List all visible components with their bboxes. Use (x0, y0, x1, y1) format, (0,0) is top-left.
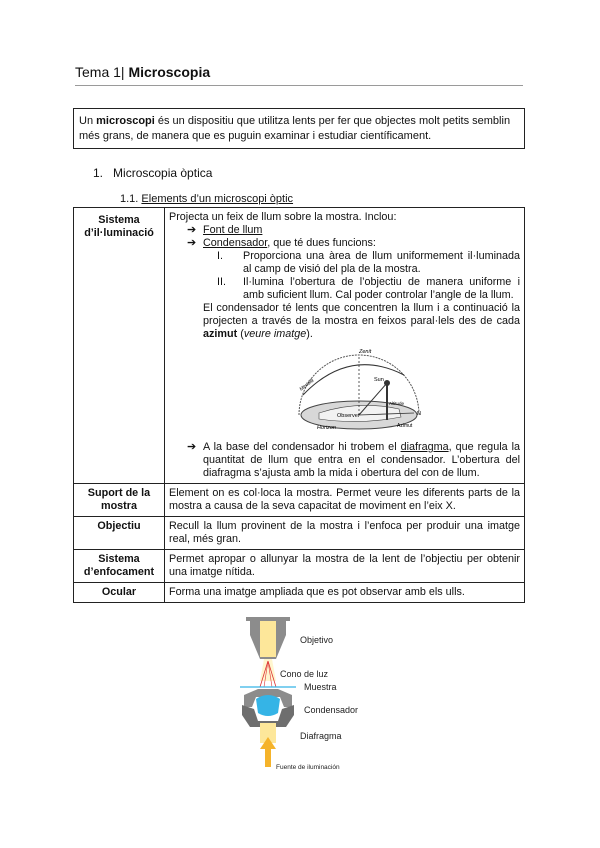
objective-top (246, 617, 290, 621)
label-objetivo: Objetivo (300, 635, 334, 645)
diagram-label: Meridià (298, 377, 316, 393)
section-title: Microscopia òptica (113, 166, 213, 180)
intro-pre: Un (79, 115, 97, 127)
note-bold: azimut (203, 328, 238, 340)
section-number: 1. (93, 166, 104, 180)
label-muestra: Muestra (304, 682, 337, 692)
function-text: Il·lumina l’obertura de l’objectiu de manera uniforme i amb suficient llum. Cal poder controlar l’angle de la llum. (243, 276, 520, 301)
note-italic: veure imatge (243, 328, 307, 340)
diafragma-term: diafragma (400, 441, 449, 453)
subsection-heading (120, 193, 293, 205)
diagram-label: Zenit (359, 349, 372, 355)
intro-term: microscopi (96, 115, 155, 127)
description-cell: Element on es col·loca la mostra. Permet veure les diferents parts de la mostra a causa de la seva capacitat de moviment en l’eix X. (165, 484, 525, 517)
label-diafragma: Diafragma (300, 731, 342, 741)
condensador-suffix: , que té dues funcions: (267, 237, 376, 249)
item-condensador: Condensador (203, 237, 268, 249)
arrow-icon: ➔ (187, 441, 197, 453)
function-number: I. (217, 250, 223, 262)
condenser-note (169, 302, 520, 341)
term-cell: Sistema d’enfocament (74, 550, 165, 583)
description-cell (165, 208, 525, 484)
label-cono: Cono de luz (280, 669, 329, 679)
note-end: ). (306, 328, 313, 340)
term-cell: Suport de la mostra (74, 484, 165, 517)
section-heading (93, 166, 212, 180)
microscope-light-path-figure (236, 617, 376, 778)
row-intro: Projecta un feix de llum sobre la mostra. Inclou: (169, 211, 397, 223)
note-text: El condensador té lents que concentren la llum i a continuació la projecten a través de la mostra en feixos paral·lels des de cada (203, 302, 520, 327)
intro-box (73, 108, 525, 149)
objective-light (260, 621, 276, 657)
arrow-icon: ➔ (187, 224, 197, 236)
table-row (74, 550, 525, 583)
table-row (74, 517, 525, 550)
list-item (169, 224, 520, 237)
elements-table (73, 207, 525, 603)
function-text: Proporciona una àrea de llum uniformement il·luminada al camp de visió del pla de la mostra. (243, 250, 520, 275)
subsection-number: 1.1. (120, 193, 139, 205)
function-item (169, 276, 520, 302)
intro-text: és un dispositiu que utilitza lents per fer que objectes molt petits semblin més grans, de manera que es puguin examinar i estudiar científicament. (79, 115, 511, 142)
table-row (74, 484, 525, 517)
label-fuente: Fuente de iluminación (276, 764, 340, 771)
description-cell: Forma una imatge ampliada que es pot observar amb els ulls. (165, 583, 525, 603)
page-title: Microscopia (128, 64, 211, 80)
note-paren: ( (237, 328, 244, 340)
diagram-label: Observer (337, 413, 360, 419)
list-item (169, 441, 520, 480)
description-cell: Permet apropar o allunyar la mostra de la lent de l’objectiu per obtenir una imatge nítida. (165, 550, 525, 583)
function-item (169, 250, 520, 276)
diagram-label: Altitude (389, 401, 405, 406)
diagram-label: Sun (374, 377, 384, 383)
diagram-label: Horizon (317, 425, 336, 431)
table-row (74, 583, 525, 603)
azimuth-diagram (289, 345, 520, 437)
term-cell: Ocular (74, 583, 165, 603)
diagram-label: Azimut (397, 423, 413, 429)
condenser-lens (256, 695, 280, 716)
subsection-title: Elements d’un microscopi òptic (141, 193, 294, 205)
arrow-icon: ➔ (187, 237, 197, 249)
label-condensador: Condensador (304, 705, 359, 715)
diagram-label: N (417, 411, 421, 417)
description-cell: Recull la llum provinent de la mostra i l’enfoca per produir una imatge real, més gran. (165, 517, 525, 550)
page-header (75, 64, 523, 86)
list-item (169, 237, 520, 250)
term-cell: Objectiu (74, 517, 165, 550)
diafragma-text: A la base del condensador hi trobem el (203, 441, 401, 453)
table-row (74, 208, 525, 484)
function-number: II. (217, 276, 226, 288)
diafragma-text: , que regula la quantitat de llum que entra en el condensador. L’obertura del diafragma s’ajusta amb la mida i obertura del con de llum. (203, 441, 520, 479)
term-cell: Sistema d’il·luminació (74, 208, 165, 484)
item-font-de-llum: Font de llum (203, 224, 263, 236)
header-prefix: Tema 1| (75, 64, 129, 80)
